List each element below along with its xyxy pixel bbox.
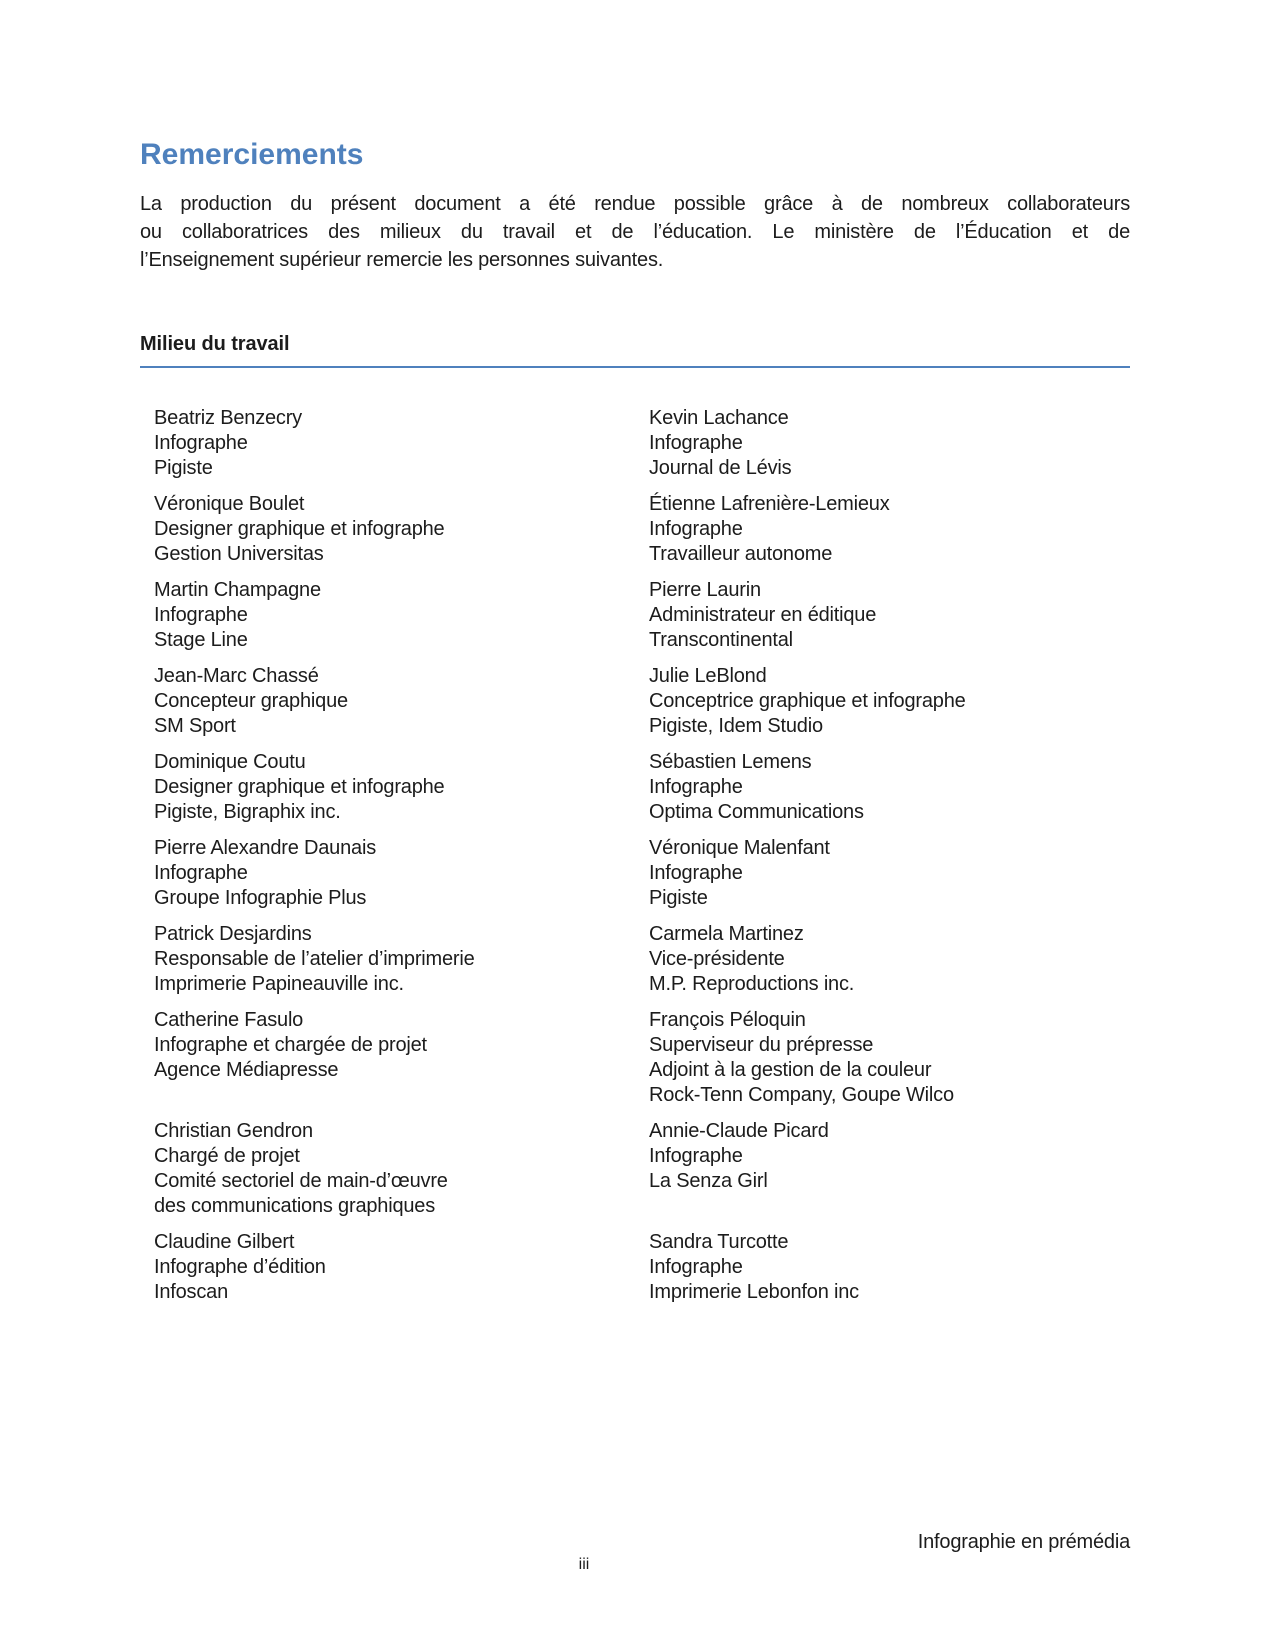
contributor-detail: Infographe — [649, 776, 743, 798]
contributor-entry — [649, 1008, 1130, 1108]
contributor-detail: Agence Médiapresse — [154, 1059, 339, 1081]
contributor-name: Véronique Malenfant — [649, 837, 830, 859]
contributor-name: Carmela Martinez — [649, 923, 804, 945]
contributor-entry — [154, 492, 649, 567]
contributor-entry — [154, 664, 649, 739]
contributor-detail: Concepteur graphique — [154, 690, 348, 712]
contributor-name: Pierre Laurin — [649, 579, 761, 601]
contributor-name: Catherine Fasulo — [154, 1009, 304, 1031]
contributor-detail: Stage Line — [154, 629, 248, 651]
contributor-detail: SM Sport — [154, 715, 236, 737]
contributor-entry — [154, 1119, 649, 1219]
contributor-detail: Infographe — [649, 1256, 743, 1278]
contributor-row — [154, 1119, 1130, 1219]
contributor-row — [154, 836, 1130, 911]
contributor-entry — [649, 664, 1130, 739]
contributor-name: Claudine Gilbert — [154, 1231, 295, 1253]
intro-line: La production du présent document a été rendue possible grâce à de nombreux collaborateurs — [140, 193, 1130, 215]
contributor-detail: Journal de Lévis — [649, 457, 792, 479]
contributor-detail: M.P. Reproductions inc. — [649, 973, 855, 995]
contributor-detail: Infographe d’édition — [154, 1256, 326, 1278]
contributor-entry — [154, 922, 649, 997]
contributor-entry — [154, 750, 649, 825]
contributor-detail: Infographe — [154, 604, 248, 626]
contributor-detail: Travailleur autonome — [649, 543, 833, 565]
footer-running-title: Infographie en prémédia — [917, 1531, 1130, 1553]
contributor-row — [154, 578, 1130, 653]
contributor-row — [154, 922, 1130, 997]
contributors-list — [140, 406, 1130, 1305]
contributor-name: Christian Gendron — [154, 1120, 313, 1142]
contributor-row — [154, 1230, 1130, 1305]
contributor-name: Véronique Boulet — [154, 493, 305, 515]
contributor-detail: Pigiste — [649, 887, 708, 909]
contributor-name: Kevin Lachance — [649, 407, 789, 429]
contributor-detail: Infographe — [154, 432, 248, 454]
contributor-detail: des communications graphiques — [154, 1195, 436, 1217]
contributor-entry — [649, 578, 1130, 653]
contributor-entry — [649, 406, 1130, 481]
contributor-detail: Conceptrice graphique et infographe — [649, 690, 966, 712]
contributor-detail: Rock-Tenn Company, Goupe Wilco — [649, 1084, 954, 1106]
contributor-entry — [649, 1230, 1130, 1305]
intro-paragraph — [140, 190, 1130, 274]
contributor-detail: Designer graphique et infographe — [154, 518, 445, 540]
contributor-detail: Chargé de projet — [154, 1145, 300, 1167]
page-title: Remerciements — [140, 138, 364, 171]
contributor-detail: Imprimerie Papineauville inc. — [154, 973, 404, 995]
page-content — [140, 138, 1130, 1316]
contributor-entry — [154, 1008, 649, 1108]
contributor-detail: Responsable de l’atelier d’imprimerie — [154, 948, 475, 970]
contributor-detail: Infographe — [649, 518, 743, 540]
contributor-entry — [154, 1230, 649, 1305]
contributor-name: Patrick Desjardins — [154, 923, 312, 945]
contributor-name: Jean-Marc Chassé — [154, 665, 319, 687]
contributor-name: Dominique Coutu — [154, 751, 306, 773]
contributor-row — [154, 750, 1130, 825]
contributor-entry — [649, 922, 1130, 997]
contributor-name: Martin Champagne — [154, 579, 321, 601]
contributor-detail: Infographe et chargée de projet — [154, 1034, 427, 1056]
contributor-name: Étienne Lafrenière-Lemieux — [649, 493, 890, 515]
contributor-entry — [154, 578, 649, 653]
contributor-detail: Administrateur en éditique — [649, 604, 877, 626]
contributor-entry — [154, 406, 649, 481]
contributor-name: Beatriz Benzecry — [154, 407, 302, 429]
contributor-detail: Pigiste, Bigraphix inc. — [154, 801, 341, 823]
contributor-detail: Pigiste, Idem Studio — [649, 715, 823, 737]
contributor-name: Annie-Claude Picard — [649, 1120, 829, 1142]
contributor-entry — [649, 1119, 1130, 1219]
contributor-row — [154, 406, 1130, 481]
contributor-name: Pierre Alexandre Daunais — [154, 837, 376, 859]
contributor-detail: Infographe — [649, 1145, 743, 1167]
contributor-entry — [154, 836, 649, 911]
contributor-detail: Infographe — [649, 432, 743, 454]
contributor-detail: Superviseur du prépresse — [649, 1034, 874, 1056]
contributor-entry — [649, 750, 1130, 825]
contributor-row — [154, 492, 1130, 567]
contributor-detail: Adjoint à la gestion de la couleur — [649, 1059, 932, 1081]
contributor-detail: Designer graphique et infographe — [154, 776, 445, 798]
contributor-detail: Infographe — [649, 862, 743, 884]
section-heading-milieu-du-travail: Milieu du travail — [140, 332, 1130, 368]
intro-line: l’Enseignement supérieur remercie les personnes suivantes. — [140, 249, 664, 271]
contributor-detail: La Senza Girl — [649, 1170, 768, 1192]
contributor-entry — [649, 836, 1130, 911]
contributor-name: Julie LeBlond — [649, 665, 767, 687]
intro-line: ou collaboratrices des milieux du travail et de l’éducation. Le ministère de l’Éducation et de — [140, 221, 1130, 243]
contributor-entry — [649, 492, 1130, 567]
contributor-detail: Infoscan — [154, 1281, 229, 1303]
contributor-row — [154, 1008, 1130, 1108]
contributor-name: François Péloquin — [649, 1009, 806, 1031]
contributor-detail: Gestion Universitas — [154, 543, 324, 565]
contributor-detail: Optima Communications — [649, 801, 864, 823]
contributor-detail: Vice-présidente — [649, 948, 785, 970]
contributor-detail: Pigiste — [154, 457, 213, 479]
footer-page-number: iii — [578, 1556, 590, 1573]
contributor-name: Sandra Turcotte — [649, 1231, 789, 1253]
contributor-row — [154, 664, 1130, 739]
contributor-detail: Transcontinental — [649, 629, 793, 651]
contributor-detail: Groupe Infographie Plus — [154, 887, 367, 909]
contributor-detail: Imprimerie Lebonfon inc — [649, 1281, 859, 1303]
contributor-detail: Infographe — [154, 862, 248, 884]
contributor-detail: Comité sectoriel de main-d’œuvre — [154, 1170, 448, 1192]
contributor-name: Sébastien Lemens — [649, 751, 812, 773]
